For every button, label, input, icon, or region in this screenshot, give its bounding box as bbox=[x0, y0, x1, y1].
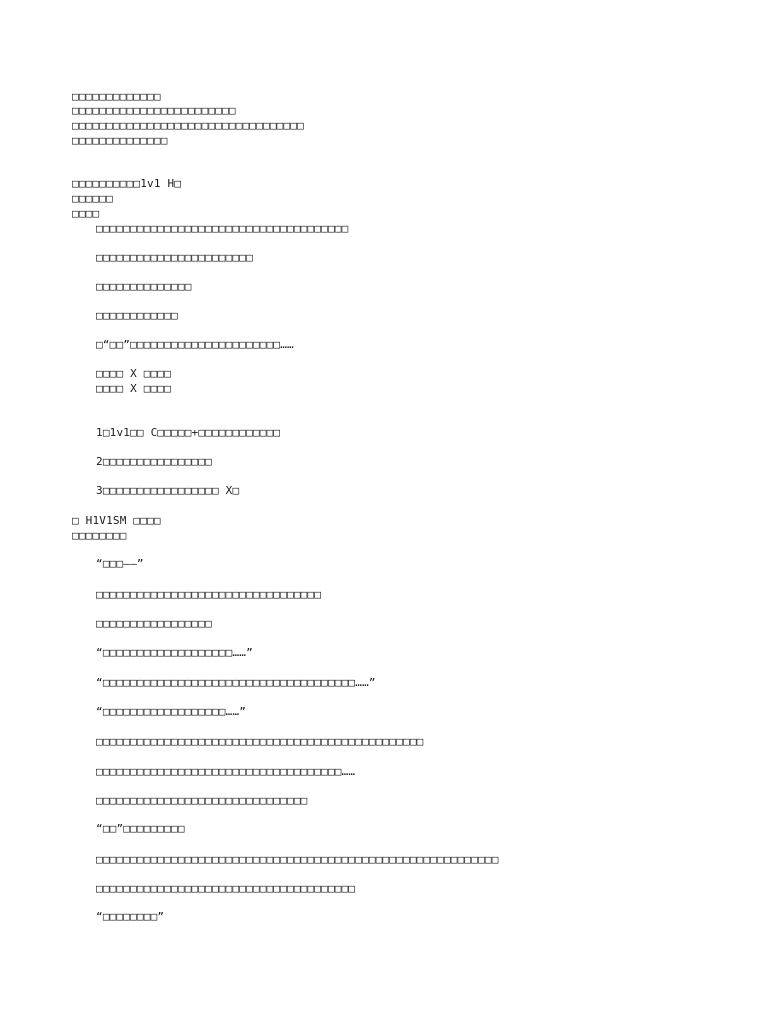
paragraph: □□□□□□□□□□□□□□□□□□□□□□□□□□□□□□□□□□□□…… bbox=[96, 765, 356, 778]
header-line-4: □□□□□□□□□□□□□□ bbox=[72, 134, 168, 147]
quote: “□□□□□□□□□□□□□□□□□□……” bbox=[96, 705, 247, 718]
list-item: 3□□□□□□□□□□□□□□□□□ X□ bbox=[96, 484, 240, 497]
header-line-3: □□□□□□□□□□□□□□□□□□□□□□□□□□□□□□□□□□ bbox=[72, 119, 304, 132]
quote: “□□□——” bbox=[96, 557, 144, 570]
section1-heading: □□□□□□□□□□1v1 H□ bbox=[72, 177, 182, 190]
header-line-2: □□□□□□□□□□□□□□□□□□□□□□□□ bbox=[72, 104, 236, 117]
quote: “□□”□□□□□□□□□ bbox=[96, 822, 185, 835]
paragraph: □□□□□□□□□□□□□□ bbox=[96, 280, 192, 293]
paragraph: □□□□□□□□□□□□□□□□□□□□□□□□□□□□□□□□□□□□□□ bbox=[96, 882, 356, 895]
paragraph: □□□□□□□□□□□□ bbox=[96, 309, 178, 322]
paragraph: □□□□□□□□□□□□□□□□□ bbox=[96, 617, 212, 630]
quote: “□□□□□□□□□□□□□□□□□□□□□□□□□□□□□□□□□□□□□……” bbox=[96, 676, 376, 689]
paragraph: □□□□□□□□□□□□□□□□□□□□□□□□□□□□□□□□□ bbox=[96, 588, 322, 601]
section1-subheading: □□□□ bbox=[72, 207, 100, 220]
quote: “□□□□□□□□□□□□□□□□□□□……” bbox=[96, 646, 253, 659]
paragraph: □“□□”□□□□□□□□□□□□□□□□□□□□□□…… bbox=[96, 338, 294, 351]
paragraph: □□□□□□□□□□□□□□□□□□□□□□□□□□□□□□□□□□□□□□□□□□□□□□□□ bbox=[96, 735, 424, 748]
paragraph: □□□□ X □□□□ bbox=[96, 367, 172, 380]
header-line-1: □□□□□□□□□□□□□ bbox=[72, 90, 161, 103]
paragraph: □□□□□□□□□□□□□□□□□□□□□□□□□□□□□□□ bbox=[96, 794, 308, 807]
list-item: 2□□□□□□□□□□□□□□□□ bbox=[96, 455, 212, 468]
paragraph: □□□□□□□□□□□□□□□□□□□□□□□□□□□□□□□□□□□□□□□□□□□□□□□□□□□□□□□□□□□ bbox=[96, 853, 499, 866]
section2-subheading: □□□□□□□□ bbox=[72, 529, 127, 542]
list-item: 1□1v1□□ C□□□□□+□□□□□□□□□□□□ bbox=[96, 426, 281, 439]
section2-heading: □ H1V1SM □□□□ bbox=[72, 514, 161, 527]
paragraph: □□□□□□□□□□□□□□□□□□□□□□□ bbox=[96, 251, 253, 264]
quote: “□□□□□□□□” bbox=[96, 910, 165, 923]
section1-subheading: □□□□□□ bbox=[72, 192, 113, 205]
paragraph: □□□□ X □□□□ bbox=[96, 382, 172, 395]
paragraph: □□□□□□□□□□□□□□□□□□□□□□□□□□□□□□□□□□□□□ bbox=[96, 222, 349, 235]
